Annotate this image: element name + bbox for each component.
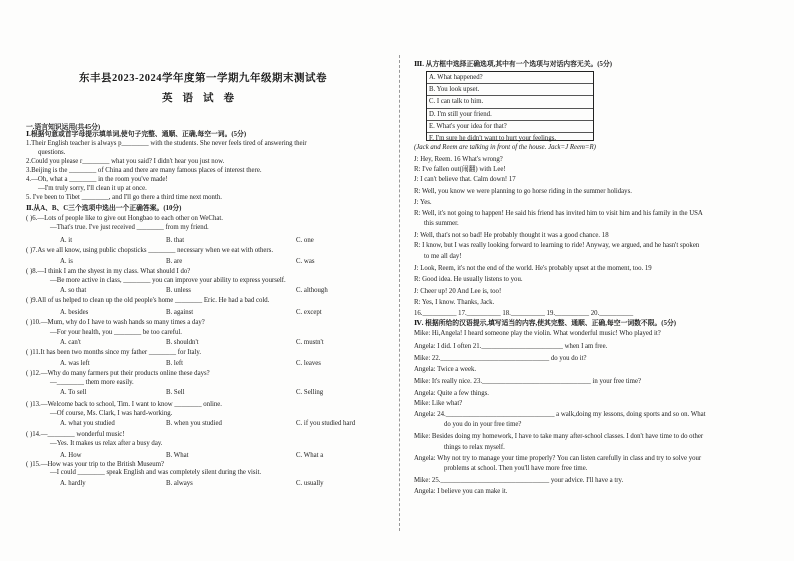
left-line: ( )11.It has been two months since my father ________ for Italy. — [26, 349, 202, 356]
right-line: Angela: Twice a week. — [414, 366, 477, 373]
left-line: —I'm truly sorry, I'll clean it up at once. — [38, 185, 147, 192]
answer-option: B. Sell — [166, 389, 185, 396]
answer-option: A. can't — [60, 339, 81, 346]
right-line: J: Hey, Reem. 16 What's wrong? — [414, 156, 503, 163]
left-line: 2.Could you please r________ what you said? I didn't hear you just now. — [26, 158, 225, 165]
section-3-heading: Ⅲ. 从方框中选择正确选项,其中有一个选项与对话内容无关。(5分) — [414, 61, 613, 68]
right-line: things to relax myself. — [444, 444, 505, 451]
right-line: Ⅳ. 根据所给的汉语提示,填写适当的内容,使其完整、通顺、正确,每空一词数不限。(5分) — [414, 320, 677, 327]
right-line: problems at school. Then you'll have more free time. — [444, 465, 588, 472]
right-line: J: I can't believe that. Calm down! 17 — [414, 176, 516, 183]
right-line: R: I've fallen out(闹翻) with Lee! — [414, 166, 506, 173]
answer-option: B. unless — [166, 287, 191, 294]
exam-subtitle: 英语试卷 — [162, 93, 244, 104]
exam-title: 东丰县2023-2024学年度第一学期九年级期末测试卷 — [79, 73, 327, 84]
answer-option: A. is — [60, 258, 73, 265]
answer-option: C. was — [296, 258, 315, 265]
box-option: E. What's your idea for that? — [427, 121, 593, 133]
answer-option: A. what you studied — [60, 420, 115, 427]
answer-option: A. To sell — [60, 389, 87, 396]
answer-option: B. when you studied — [166, 420, 222, 427]
left-line: ( )14.—________ wonderful music! — [26, 431, 125, 438]
right-line: Mike: It's really nice. 23.________________________________ in your free time? — [414, 378, 641, 385]
answer-option: C. leaves — [296, 360, 321, 367]
right-line: Angela: I did. I often 21.________________________ when I am free. — [414, 343, 608, 350]
right-line: this summer. — [424, 220, 459, 227]
answer-option: C. Selling — [296, 389, 324, 396]
left-line: Ⅱ.从A、B、C三个选项中选出一个正确答案。(10分) — [26, 205, 182, 212]
box-option: F. I'm sure he didn't want to hurt your feelings. — [429, 134, 557, 142]
answer-option: A. besides — [60, 309, 89, 316]
left-line: ( )15.—How was your trip to the British Museum? — [26, 461, 164, 468]
box-option: D. I'm still your friend. — [427, 109, 593, 121]
left-line: —Yes. It makes us relax after a busy day. — [50, 440, 163, 447]
answer-option: A. hardly — [60, 480, 86, 487]
right-line: to me all day! — [424, 253, 462, 260]
column-divider — [399, 55, 400, 531]
answer-option: B. are — [166, 258, 183, 265]
left-line: —Be more active in class, ________ you can improve your ability to express yourself. — [50, 277, 286, 284]
left-line: 3.Beijing is the ________ of China and there are many famous places of interest there. — [26, 167, 262, 174]
left-line: —That's true. I've just received ________ from my friend. — [50, 224, 209, 231]
right-line: R: Good idea. He usually listens to you. — [414, 276, 523, 283]
right-line: Mike: Besides doing my homework, I have to take many after-school classes. I don't have time to do other — [414, 433, 704, 440]
right-line: J: Well, that's not so bad! He probably thought it was a good chance. 18 — [414, 232, 609, 239]
left-line: —For your health, you ________ be too careful. — [50, 329, 182, 336]
left-line: ( )7.As we all know, using public chopsticks ________ necessary when we eat with others. — [26, 247, 274, 254]
right-line: R: Well, it's not going to happen! He said his friend has invited him to visit him and his family in the USA — [414, 210, 703, 217]
answer-option: C. although — [296, 287, 328, 294]
right-line: Angela: 24.________________________________ a walk,doing my lessons, doing sports and so on. What — [414, 411, 706, 418]
answer-option: C. except — [296, 309, 322, 316]
answer-option: B. always — [166, 480, 193, 487]
box-option: B. You look upset. — [427, 84, 593, 96]
answer-option: C. mustn't — [296, 339, 324, 346]
right-line: J: Look, Reem, it's not the end of the world. He's probably upset at the moment, too. 19 — [414, 265, 652, 272]
right-line: J: Cheer up! 20 And Lee is, too! — [414, 288, 502, 295]
answer-option: B. What — [166, 452, 189, 459]
left-line: ( )9.All of us helped to clean up the old people's home ________ Eric. He had a bad cold. — [26, 297, 270, 304]
right-line: R: Well, you know we were planning to go horse riding in the summer holidays. — [414, 188, 632, 195]
answer-option: C. usually — [296, 480, 324, 487]
left-line: —Of course, Ms. Clark, I was hard-working. — [50, 410, 173, 417]
left-line: ( )6.—Lots of people like to give out Hongbao to each other on WeChat. — [26, 215, 223, 222]
answer-option: A. it — [60, 237, 73, 244]
answer-option: B. against — [166, 309, 194, 316]
answer-option: C. What a — [296, 452, 324, 459]
left-line: 5. I've been to Tibet ________, and I'll go there a third time next month. — [26, 194, 222, 201]
left-line: questions. — [38, 149, 66, 156]
left-line: —________ them more easily. — [50, 379, 134, 386]
right-line: Angela: I believe you can make it. — [414, 488, 508, 495]
right-line: 16.__________ 17.__________ 18.__________ 19.__________ 20.__________ — [414, 310, 634, 317]
right-line: Mike: 25.________________________________ your advice. I'll have a try. — [414, 477, 624, 484]
answer-option: C. if you studied hard — [296, 420, 356, 427]
right-line: Angela: Why not try to manage your time properly? You can listen carefully in class and try to solve your — [414, 455, 702, 462]
right-line: Angela: Quite a few things. — [414, 390, 489, 397]
answer-option: A. How — [60, 452, 82, 459]
left-column — [26, 0, 380, 561]
answer-option: B. that — [166, 237, 185, 244]
right-line: R: I know, but I was really looking forward to learning to ride! Anyway, we argued, and he hasn't spoken — [414, 242, 700, 249]
left-line: Ⅰ.根据句意或首字母提示填单词,使句子完整、通顺、正确,每空一词。(5分) — [26, 131, 247, 138]
left-line: —I could ________ speak English and was completely silent during the visit. — [50, 469, 262, 476]
left-line: 一.语言知识运用(共45分) — [26, 124, 101, 131]
right-line: Mike: Hi,Angela! I heard someone play the violin. What wonderful music! Who played it? — [414, 330, 661, 337]
answer-option: B. shouldn't — [166, 339, 199, 346]
left-line: ( )10.—Mum, why do I have to wash hands so many times a day? — [26, 319, 205, 326]
left-line: 4.—Oh, what a ________ in the room you've made! — [26, 176, 168, 183]
answer-option: A. was left — [60, 360, 90, 367]
left-line: ( )8.—I think I am the shyest in my class. What should I do? — [26, 268, 191, 275]
right-line: J: Yes. — [414, 199, 432, 206]
answer-option: A. so that — [60, 287, 87, 294]
option-box — [426, 71, 594, 141]
right-line: Mike: Like what? — [414, 400, 463, 407]
left-line: ( )12.—Why do many farmers put their products online these days? — [26, 370, 210, 377]
left-line: 1.Their English teacher is always p________ with the students. She never feels tired of answering their — [26, 140, 307, 147]
right-line: Mike: 22.________________________________ do you do it? — [414, 355, 587, 362]
answer-option: B. left — [166, 360, 183, 367]
box-option: C. I can talk to him. — [427, 96, 593, 108]
right-column — [414, 0, 776, 561]
answer-option: C. one — [296, 237, 314, 244]
left-line: ( )13.—Welcome back to school, Tim. I want to know ________ online. — [26, 401, 222, 408]
right-line: do you do in your free time? — [444, 421, 522, 428]
right-line: (Jack and Reem are talking in front of the house. Jack=J Reem=R) — [414, 144, 596, 151]
right-line: R: Yes, I know. Thanks, Jack. — [414, 299, 495, 306]
box-option: A. What happened? — [427, 72, 593, 84]
